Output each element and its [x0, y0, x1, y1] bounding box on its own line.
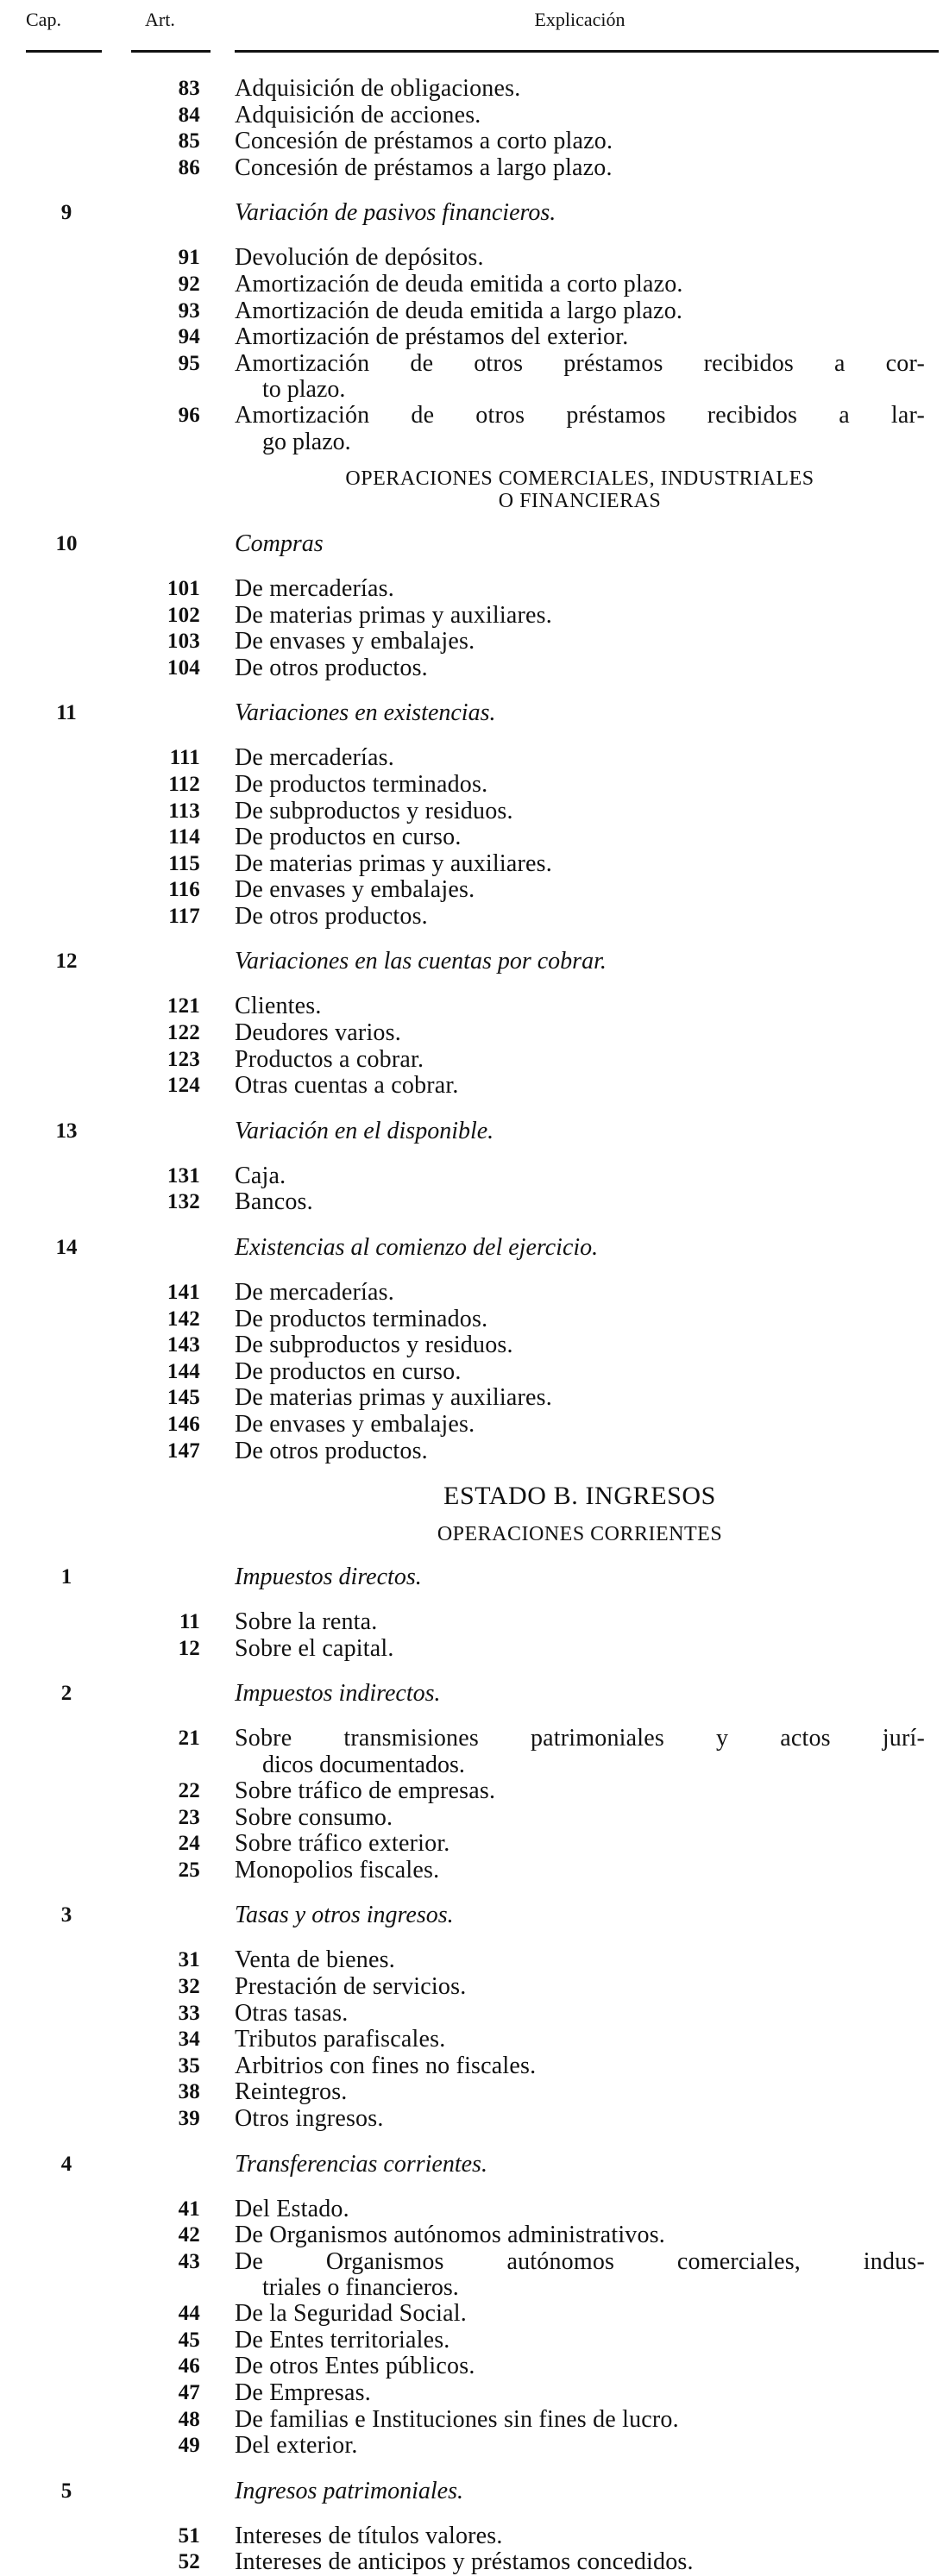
- article-text: Deudores varios.: [235, 1019, 401, 1047]
- article-row: [0, 128, 943, 155]
- article-row: [0, 1805, 943, 1832]
- article-number: 147: [167, 1438, 200, 1463]
- article-text-continuation: [0, 2275, 943, 2301]
- article-number: 143: [167, 1333, 200, 1357]
- article-row: [0, 324, 943, 351]
- article-text: De otros productos.: [235, 654, 428, 681]
- article-row: [0, 993, 943, 1020]
- article-number: 95: [178, 351, 200, 375]
- article-number: 47: [178, 2381, 200, 2405]
- article-row: [0, 155, 943, 182]
- chapter-title: Transferencias corrientes.: [235, 2150, 487, 2178]
- article-number: 22: [178, 1778, 200, 1802]
- article-number: 49: [178, 2434, 200, 2458]
- chapter-number: 4: [60, 2152, 72, 2176]
- article-text: Otras cuentas a cobrar.: [235, 1072, 459, 1100]
- article-row: [0, 1412, 943, 1438]
- chapter-number: 2: [60, 1682, 72, 1706]
- article-text: Concesión de préstamos a largo plazo.: [235, 154, 613, 181]
- chapter-number: 5: [60, 2479, 72, 2503]
- article-row: [0, 629, 943, 655]
- header-art: Art.: [145, 9, 175, 30]
- article-number: 45: [178, 2328, 200, 2352]
- article-row: [0, 2407, 943, 2434]
- article-text: Tributos parafiscales.: [235, 2026, 446, 2053]
- article-text: Prestación de servicios.: [235, 1972, 467, 2000]
- article-number: 124: [167, 1074, 200, 1098]
- article-number: 41: [178, 2197, 200, 2221]
- article-text: De otros productos.: [235, 1437, 428, 1464]
- article-row: [0, 1189, 943, 1216]
- article-text: Amortización de otros préstamos recibidos a lar-: [235, 402, 925, 429]
- article-text: De familias e Instituciones sin fines de lucro.: [235, 2405, 679, 2433]
- article-row: [0, 799, 943, 825]
- article-text: De materias primas y auxiliares.: [235, 1384, 552, 1412]
- article-text: De mercaderías.: [235, 574, 394, 602]
- article-text: Intereses de títulos valores.: [235, 2522, 503, 2549]
- article-row: [0, 2079, 943, 2106]
- chapter-title: Existencias al comienzo del ejercicio.: [235, 1234, 599, 1262]
- article-text: Sobre consumo.: [235, 1803, 393, 1831]
- article-text: Amortización de deuda emitida a corto plazo.: [235, 270, 683, 298]
- article-number: 123: [167, 1047, 200, 1071]
- article-number: 117: [168, 904, 200, 928]
- article-text-continuation: [0, 377, 943, 403]
- chapter-title: Variaciones en las cuentas por cobrar.: [235, 948, 607, 975]
- article-number: 11: [179, 1610, 200, 1634]
- article-number: 48: [178, 2407, 200, 2431]
- chapter-number: 11: [56, 701, 77, 725]
- article-number: 52: [178, 2550, 200, 2574]
- article-text: Sobre la renta.: [235, 1608, 378, 1636]
- article-row: [0, 1726, 943, 1752]
- article-row: [0, 2249, 943, 2276]
- article-number: 23: [178, 1805, 200, 1829]
- article-row: [0, 1858, 943, 1884]
- article-text: Amortización de deuda emitida a largo plazo.: [235, 297, 683, 324]
- article-number: 84: [178, 103, 200, 127]
- article-number: 25: [178, 1858, 200, 1882]
- article-text: Adquisición de acciones.: [235, 101, 481, 128]
- article-row: [0, 904, 943, 931]
- article-number: 38: [178, 2080, 200, 2104]
- article-number: 42: [178, 2223, 200, 2247]
- chapter-title: Impuestos indirectos.: [235, 1680, 441, 1708]
- article-row: [0, 1385, 943, 1412]
- article-text: Bancos.: [235, 1188, 313, 1216]
- article-text: De Empresas.: [235, 2379, 371, 2407]
- article-number: 111: [169, 746, 200, 770]
- chapter-row: [0, 1676, 943, 1712]
- article-number: 46: [178, 2354, 200, 2379]
- article-number: 115: [168, 851, 200, 875]
- article-row: [0, 2380, 943, 2407]
- article-row: [0, 2433, 943, 2460]
- article-row: [0, 1636, 943, 1663]
- article-text: Otras tasas.: [235, 1999, 349, 2027]
- article-number: 116: [168, 878, 200, 902]
- article-text: Arbitrios con fines no fiscales.: [235, 2052, 537, 2079]
- article-row: [0, 298, 943, 325]
- article-number: 104: [167, 655, 200, 680]
- article-number: 142: [167, 1307, 200, 1331]
- article-row: [0, 1073, 943, 1100]
- article-text: De subproductos y residuos.: [235, 1332, 513, 1359]
- article-text: De mercaderías.: [235, 744, 394, 772]
- article-text: Productos a cobrar.: [235, 1045, 424, 1073]
- article-row: [0, 2027, 943, 2053]
- article-text: De Organismos autónomos administrativos.: [235, 2222, 665, 2249]
- article-number: 91: [178, 246, 200, 270]
- article-text: dicos documentados.: [262, 1751, 465, 1778]
- chapter-title: Tasas y otros ingresos.: [235, 1902, 454, 1929]
- chapter-title: Impuestos directos.: [235, 1564, 422, 1591]
- article-text: Sobre tráfico exterior.: [235, 1830, 450, 1858]
- article-number: 92: [178, 272, 200, 296]
- article-row: [0, 603, 943, 630]
- article-text: Del exterior.: [235, 2432, 358, 2460]
- article-number: 145: [167, 1386, 200, 1410]
- section-heading: [235, 467, 925, 512]
- article-text: Concesión de préstamos a corto plazo.: [235, 128, 613, 155]
- article-row: [0, 2328, 943, 2354]
- article-number: 83: [178, 77, 200, 100]
- article-text: Devolución de depósitos.: [235, 244, 484, 272]
- header-explicacion: Explicación: [534, 9, 626, 30]
- article-number: 141: [167, 1281, 200, 1305]
- article-number: 114: [168, 825, 200, 849]
- article-row: [0, 1163, 943, 1190]
- article-text: triales o financieros.: [262, 2274, 459, 2302]
- article-number: 112: [168, 772, 200, 796]
- chapter-number: 12: [55, 950, 78, 974]
- article-text: Monopolios fiscales.: [235, 1856, 440, 1883]
- article-text-continuation: [0, 1752, 943, 1778]
- article-number: 32: [178, 1974, 200, 1998]
- article-row: [0, 2353, 943, 2380]
- chapter-title: Compras: [235, 530, 324, 557]
- article-text: Amortización de préstamos del exterior.: [235, 323, 629, 351]
- article-row: [0, 1778, 943, 1805]
- article-row: [0, 745, 943, 772]
- article-number: 44: [178, 2302, 200, 2326]
- article-text: De subproductos y residuos.: [235, 797, 513, 824]
- article-text: to plazo.: [262, 376, 346, 404]
- article-text: Del Estado.: [235, 2195, 349, 2222]
- estado-heading: ESTADO B. INGRESOS: [443, 1482, 716, 1511]
- article-row: [0, 1359, 943, 1386]
- article-number: 131: [167, 1163, 200, 1188]
- article-text: De la Seguridad Social.: [235, 2300, 467, 2328]
- article-text: Amortización de otros préstamos recibidos a cor-: [235, 349, 925, 377]
- article-text: De productos en curso.: [235, 824, 462, 851]
- article-row: [0, 1438, 943, 1465]
- article-text: De materias primas y auxiliares.: [235, 849, 552, 877]
- article-row: [0, 2106, 943, 2133]
- article-row: [0, 1947, 943, 1974]
- section-heading-line: OPERACIONES COMERCIALES, INDUSTRIALES: [345, 467, 814, 490]
- chapter-row: [0, 1113, 943, 1150]
- chapter-row: [0, 526, 943, 562]
- article-row: [0, 1307, 943, 1333]
- article-number: 39: [178, 2106, 200, 2130]
- article-row: [0, 2053, 943, 2080]
- article-number: 121: [167, 994, 200, 1018]
- article-number: 33: [178, 2001, 200, 2025]
- article-row: [0, 76, 943, 103]
- article-number: 34: [178, 2028, 200, 2052]
- article-number: 122: [167, 1021, 200, 1045]
- article-number: 103: [167, 630, 200, 654]
- chapter-number: 10: [55, 531, 78, 555]
- chapter-number: 1: [60, 1565, 72, 1589]
- chapter-row: [0, 2147, 943, 2183]
- header-rule-art: [131, 50, 211, 53]
- article-text: Sobre el capital.: [235, 1634, 394, 1662]
- article-row: [0, 245, 943, 272]
- header-rule-explicacion: [235, 50, 939, 53]
- article-row: [0, 2549, 943, 2576]
- article-row: [0, 1047, 943, 1074]
- article-text: Intereses de anticipos y préstamos concedidos.: [235, 2548, 694, 2576]
- chapter-number: 3: [60, 1903, 72, 1927]
- chapter-title: Variaciones en existencias.: [235, 699, 496, 727]
- article-text: De otros productos.: [235, 902, 428, 930]
- section-heading: [235, 1523, 925, 1545]
- article-row: [0, 877, 943, 904]
- article-text: Sobre tráfico de empresas.: [235, 1777, 496, 1804]
- header-rule-cap: [26, 50, 102, 53]
- article-row: [0, 1280, 943, 1307]
- article-number: 146: [167, 1413, 200, 1436]
- article-text: De envases y embalajes.: [235, 628, 475, 655]
- article-number: 31: [178, 1948, 200, 1972]
- article-text: De productos terminados.: [235, 770, 488, 798]
- header-cap: Cap.: [26, 9, 61, 30]
- article-text: Venta de bienes.: [235, 1946, 395, 1974]
- chapter-row: [0, 1897, 943, 1934]
- article-row: [0, 351, 943, 378]
- chapter-number: 13: [55, 1119, 78, 1143]
- article-number: 144: [167, 1359, 200, 1383]
- budget-classification-list: [0, 76, 943, 2576]
- article-text: Caja.: [235, 1162, 286, 1189]
- chapter-number: 14: [55, 1236, 78, 1260]
- article-text: Reintegros.: [235, 2078, 348, 2106]
- article-number: 51: [178, 2523, 200, 2548]
- article-row: [0, 2523, 943, 2550]
- article-text: De materias primas y auxiliares.: [235, 601, 552, 629]
- article-number: 132: [167, 1190, 200, 1214]
- section-heading-line: O FINANCIERAS: [498, 489, 662, 512]
- article-row: [0, 772, 943, 799]
- article-number: 102: [167, 603, 200, 627]
- article-number: 24: [178, 1832, 200, 1856]
- article-text: De Entes territoriales.: [235, 2326, 450, 2353]
- article-row: [0, 824, 943, 851]
- chapter-row: [0, 195, 943, 231]
- article-text: De envases y embalajes.: [235, 1411, 475, 1438]
- article-row: [0, 1020, 943, 1047]
- chapter-title: Variación en el disponible.: [235, 1117, 494, 1144]
- article-number: 43: [178, 2249, 200, 2273]
- article-row: [0, 851, 943, 878]
- chapter-row: [0, 695, 943, 731]
- article-row: [0, 655, 943, 682]
- article-text: De productos terminados.: [235, 1305, 488, 1332]
- chapter-row: [0, 943, 943, 980]
- section-heading-line: OPERACIONES CORRIENTES: [437, 1523, 723, 1546]
- chapter-title: Ingresos patrimoniales.: [235, 2477, 463, 2504]
- article-number: 85: [178, 129, 200, 154]
- chapter-row: [0, 1559, 943, 1595]
- chapter-number: 9: [60, 201, 72, 225]
- article-row: [0, 1831, 943, 1858]
- article-text: De envases y embalajes.: [235, 876, 475, 904]
- article-number: 21: [178, 1727, 200, 1751]
- article-number: 96: [178, 404, 200, 428]
- chapter-title: Variación de pasivos financieros.: [235, 199, 556, 227]
- chapter-row: [0, 1230, 943, 1266]
- article-row: [0, 103, 943, 129]
- article-row: [0, 272, 943, 298]
- article-number: 35: [178, 2053, 200, 2078]
- article-text: De otros Entes públicos.: [235, 2353, 475, 2380]
- article-number: 94: [178, 325, 200, 349]
- article-row: [0, 576, 943, 603]
- article-text-continuation: [0, 429, 943, 455]
- article-number: 93: [178, 298, 200, 323]
- chapter-row: [0, 2473, 943, 2510]
- article-text: De mercaderías.: [235, 1279, 394, 1307]
- article-text: Otros ingresos.: [235, 2104, 384, 2132]
- article-text: go plazo.: [262, 428, 351, 455]
- article-row: [0, 2001, 943, 2028]
- article-number: 113: [168, 799, 200, 823]
- article-row: [0, 2301, 943, 2328]
- article-number: 101: [167, 576, 200, 600]
- article-row: [0, 1609, 943, 1636]
- article-text: De productos en curso.: [235, 1357, 462, 1385]
- article-text: Clientes.: [235, 993, 322, 1020]
- article-row: [0, 2197, 943, 2223]
- article-row: [0, 403, 943, 429]
- article-text: Adquisición de obligaciones.: [235, 75, 521, 102]
- article-text: Sobre transmisiones patrimoniales y actos jurí-: [235, 1725, 925, 1752]
- article-row: [0, 1332, 943, 1359]
- article-number: 12: [178, 1636, 200, 1660]
- article-row: [0, 2222, 943, 2249]
- article-text: De Organismos autónomos comerciales, indus-: [235, 2247, 925, 2275]
- article-number: 86: [178, 155, 200, 179]
- article-row: [0, 1974, 943, 2001]
